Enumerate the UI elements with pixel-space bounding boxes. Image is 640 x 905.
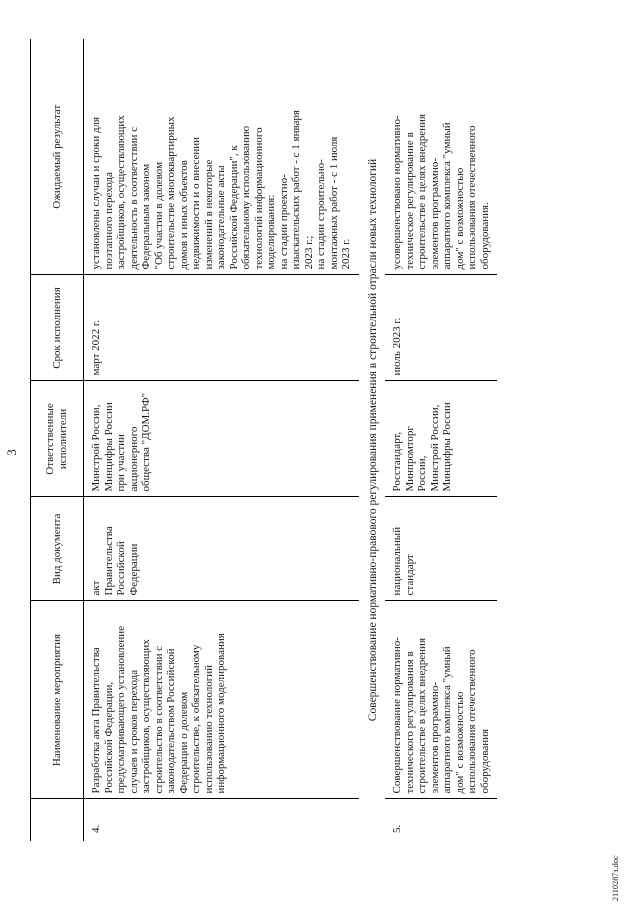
header-deadline: Срок исполнения xyxy=(31,275,84,381)
measure-name: Совершенствование нормативно- технического регулирования в строительстве в целях внедрения элементов программно- аппаратного комплекса "умный дом" с возможностью использования отечественного оборудования xyxy=(385,601,497,799)
measures-table xyxy=(30,39,497,841)
table-header-row xyxy=(31,39,84,841)
row-number: 4. xyxy=(90,824,102,833)
footer-document-code: 2110287з.doc xyxy=(611,855,620,901)
header-number xyxy=(31,799,84,841)
deadline: июль 2023 г. xyxy=(385,275,497,381)
header-measure-name: Наименование мероприятия xyxy=(31,601,84,799)
section-row xyxy=(359,39,386,841)
deadline: март 2022 г. xyxy=(84,275,359,381)
expected-result: усовершенствовано нормативно- техническое регулирование в строительстве в целях внедрения элементов программно- аппаратного комплекса "умный дом" с возможностью использования отечественного оборудования. xyxy=(385,39,497,275)
header-document-type: Вид документа xyxy=(31,497,84,601)
table-row xyxy=(84,39,359,841)
responsible-executors: Росстандарт, Минпромторг России, Минстрой России, Минцифры России xyxy=(385,381,497,497)
measure-name: Разработка акта Правительства Российской Федерации, предусматривающего установление случаев и сроков перехода застройщиков, осуществляющих строительство в соответствии с законодательством Российской Федерации о долевом строительстве, к обязательному использованию технологий информационного моделирования xyxy=(84,601,359,799)
responsible-executors: Минстрой России, Минцифры России при участии акционерного общества "ДОМ.РФ" xyxy=(84,381,359,497)
header-expected-result: Ожидаемый результат xyxy=(31,39,84,275)
expected-result: установлены случаи и сроки для поэтапного перехода застройщиков, осуществляющих деятельность в соответствии с Федеральным законом "Об участии в долевом строительстве многоквартирных домов и иных объектов недвижимости и о внесении изменений в некоторые законодательные акты Российской Федерации", к обязательному использованию технологий информационного моделирования: на стадии проектно- изыскательских работ - с 1 января 2023 г.; на стадии строительно- монтажных работ - с 1 июля 2023 г. xyxy=(84,39,359,275)
document-type: национальный стандарт xyxy=(385,497,497,601)
table-row xyxy=(385,39,497,841)
section-title: Совершенствование нормативно-правового регулирования применения в строительной отрасли новых технологий xyxy=(366,158,379,722)
header-responsible-executors: Ответственные исполнители xyxy=(31,381,84,497)
row-number: 5. xyxy=(391,824,403,833)
page-number: 3 xyxy=(4,449,19,456)
document-type: акт Правительства Российской Федерации xyxy=(84,497,359,601)
